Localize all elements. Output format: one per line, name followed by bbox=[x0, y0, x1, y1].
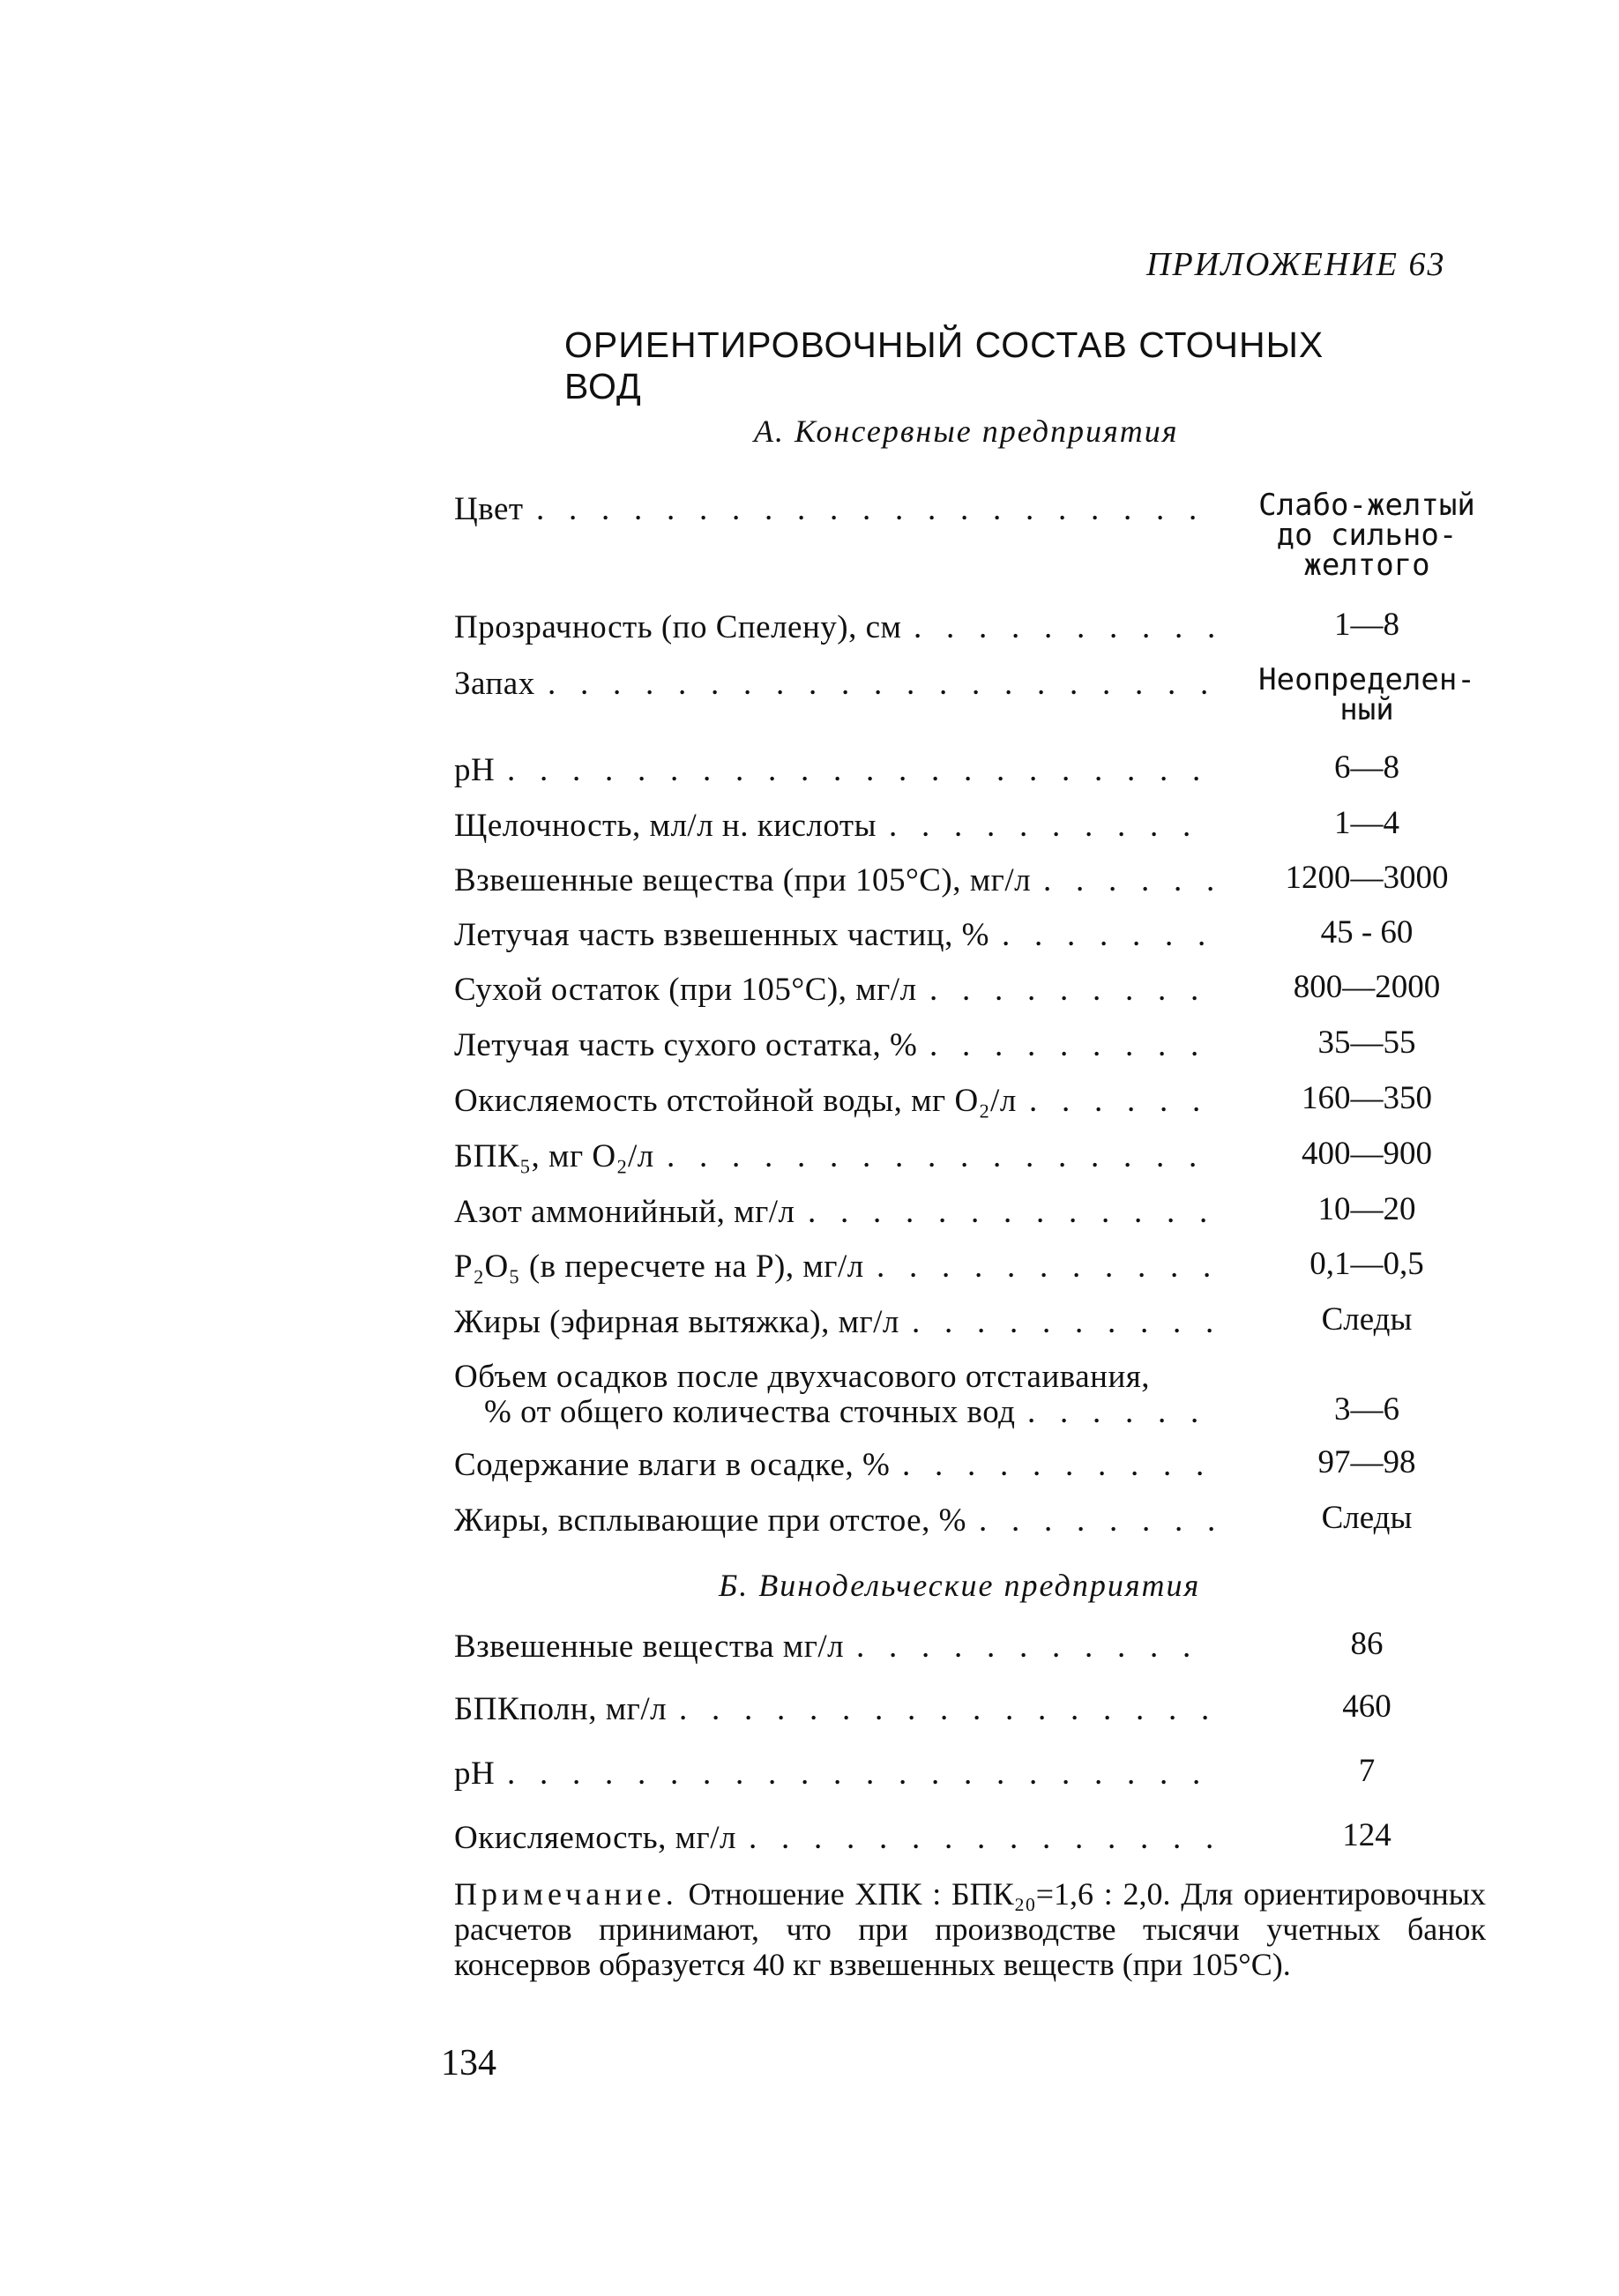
row-value: Следы bbox=[1321, 1301, 1413, 1338]
row-label: Окисляемость отстойной воды, мг O₂/л bbox=[454, 1083, 1017, 1119]
row-value: Следы bbox=[1321, 1500, 1413, 1536]
row-value: 1200—3000 bbox=[1285, 860, 1449, 896]
row-value: 6—8 bbox=[1334, 749, 1399, 786]
section-b-title: Б. Винодельческие предприятия bbox=[719, 1568, 1201, 1603]
row-label: Летучая часть взвешенных частиц, % bbox=[454, 917, 989, 953]
row-label: Запах bbox=[454, 666, 535, 702]
row-label: Содержание влаги в осадке, % bbox=[454, 1447, 891, 1483]
row-value: Слабо-желтый до сильно- желтого bbox=[1258, 488, 1475, 583]
row-value: Неопределен- ный bbox=[1258, 662, 1475, 727]
row-value: 124 bbox=[1342, 1817, 1391, 1853]
row-label: P₂O₅ (в пересчете на P), мг/л bbox=[454, 1249, 864, 1285]
row-value: 7 bbox=[1358, 1753, 1376, 1789]
footnote-lead: Примечание. bbox=[454, 1876, 678, 1912]
row-label: Окисляемость, мг/л bbox=[454, 1820, 736, 1856]
row-value: 86 bbox=[1350, 1626, 1384, 1662]
row-label: pH bbox=[454, 752, 496, 788]
row-value: 3—6 bbox=[1334, 1391, 1399, 1428]
row-value: 460 bbox=[1342, 1688, 1391, 1725]
row-value: 45 - 60 bbox=[1320, 914, 1414, 950]
row-label: Сухой остаток (при 105°С), мг/л bbox=[454, 972, 917, 1008]
row-value: 1—8 bbox=[1334, 607, 1399, 643]
row-label-continued: % от общего количества сточных вод bbox=[484, 1394, 1016, 1430]
row-label: pH bbox=[454, 1756, 496, 1792]
footnote-text: Отношение ХПК : БПК₂₀=1,6 : 2,0. Для ориентировочных расчетов принимают, что при производстве тысячи учетных банок консервов образуется 40 кг взвешенных веществ (при 105°С). bbox=[454, 1876, 1486, 1982]
row-label: БПК₅, мг O₂/л bbox=[454, 1138, 654, 1174]
row-label: БПКполн, мг/л bbox=[454, 1691, 668, 1727]
page-number: 134 bbox=[441, 2043, 496, 2084]
row-label: Взвешенные вещества мг/л bbox=[454, 1629, 845, 1665]
section-a-title: А. Консервные предприятия bbox=[754, 414, 1179, 449]
row-value: 400—900 bbox=[1302, 1136, 1432, 1172]
row-label: Цвет bbox=[454, 491, 524, 527]
row-value: 35—55 bbox=[1317, 1025, 1416, 1061]
row-label: Взвешенные вещества (при 105°С), мг/л bbox=[454, 862, 1032, 898]
row-label: Жиры, всплывающие при отстое, % bbox=[454, 1502, 966, 1539]
appendix-label: ПРИЛОЖЕНИЕ 63 bbox=[1146, 246, 1446, 283]
row-value: 800—2000 bbox=[1293, 969, 1441, 1005]
row-label: Объем осадков после двухчасового отстаивания, bbox=[454, 1359, 1151, 1395]
row-value: 1—4 bbox=[1334, 805, 1399, 841]
row-value: 97—98 bbox=[1317, 1444, 1416, 1480]
footnote bbox=[454, 1876, 1486, 1982]
page-title: ОРИЕНТИРОВОЧНЫЙ СОСТАВ СТОЧНЫХ ВОД bbox=[564, 324, 1324, 406]
row-value: 10—20 bbox=[1317, 1191, 1416, 1227]
row-label: Щелочность, мл/л н. кислоты bbox=[454, 808, 877, 844]
row-value: 0,1—0,5 bbox=[1309, 1246, 1424, 1282]
row-label: Прозрачность (по Спелену), см bbox=[454, 609, 902, 645]
row-label: Жиры (эфирная вытяжка), мг/л bbox=[454, 1304, 899, 1340]
row-value: 160—350 bbox=[1302, 1080, 1432, 1116]
row-label: Летучая часть сухого остатка, % bbox=[454, 1027, 918, 1063]
row-label: Азот аммонийный, мг/л bbox=[454, 1194, 795, 1230]
